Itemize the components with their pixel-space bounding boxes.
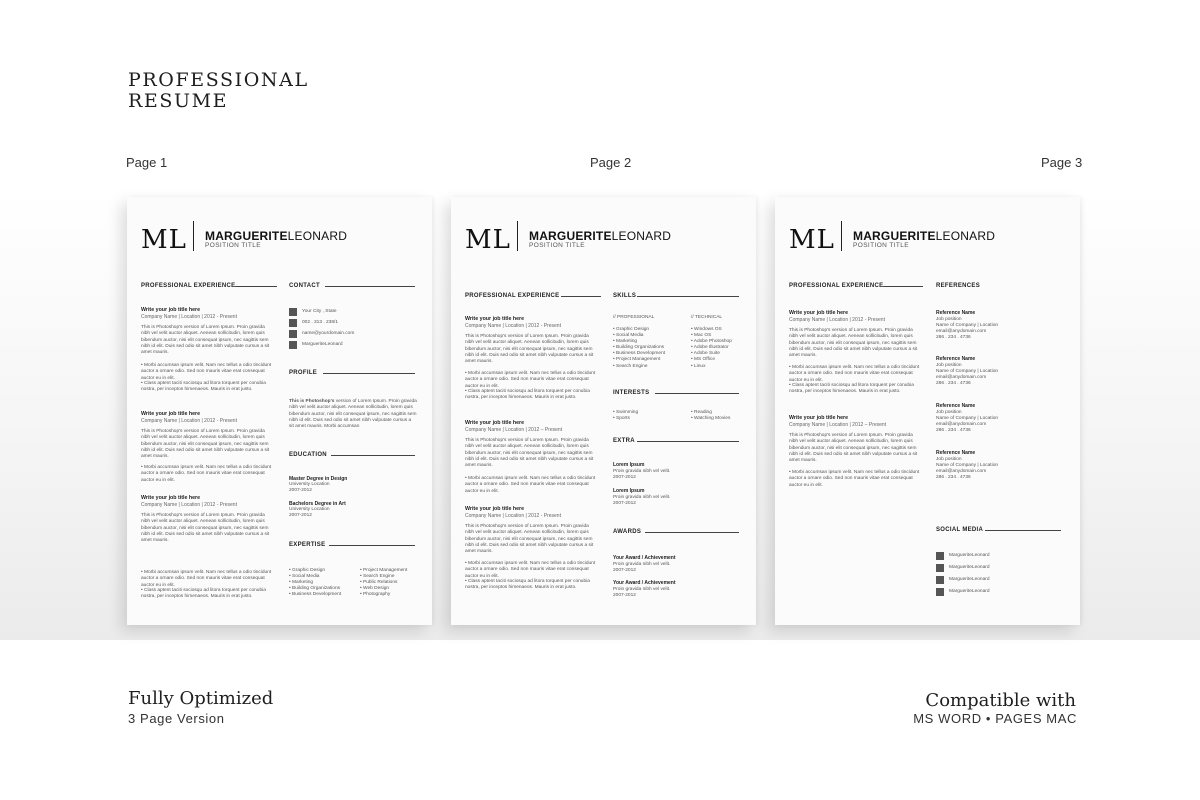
job-meta: Company Name | Location | 2012 - Present (141, 502, 237, 508)
email-icon (289, 330, 297, 338)
section-rule (561, 296, 601, 297)
instagram-icon (936, 564, 944, 572)
main-heading (128, 70, 309, 112)
award-text: Proin gravida nibh vel velit. (613, 562, 671, 567)
interests-list-2 (691, 410, 730, 422)
section-rule (883, 286, 923, 287)
last-name: LEONARD (611, 229, 672, 243)
reference-phone: 286 . 234 . 4736 (936, 335, 971, 340)
job-title: Write your job title here (465, 420, 525, 426)
list-item: • Adobe Illustrator (691, 345, 729, 351)
section-rule (645, 532, 739, 533)
list-item: • Social Media (289, 574, 320, 580)
section-contact: CONTACT (289, 283, 320, 289)
reference-name: Reference Name (936, 310, 976, 316)
position-title: POSITION TITLE (529, 242, 586, 249)
job-bullet: • Class aptent taciti sociosqu ad litora torquent per conubia nostra, per inceptos himenaeos. Mauris in erat justo. (465, 389, 590, 401)
twitter-icon (936, 576, 944, 584)
phone-icon (289, 319, 297, 327)
job-meta: Company Name | Location | 2012 – Present (465, 427, 563, 433)
reference-phone: 286 . 234 . 4736 (936, 428, 971, 433)
list-item: • Reading (691, 410, 712, 415)
job-bullet: • Morbi accumsan ipsum velit. Nam nec tellus a odio tincidunt auctor a ornare odio. Sed non mauris vitae erat consequat auctor eu in elit. (789, 470, 920, 488)
list-item: • Linux (691, 363, 706, 369)
expertise-list-1 (289, 568, 341, 598)
list-item: • Swimming (613, 410, 639, 415)
job-meta: Company Name | Location | 2012 – Present (789, 422, 887, 428)
list-item: • Watching Movies (691, 416, 731, 422)
list-item: • Project Management (360, 568, 408, 573)
section-skills: SKILLS (613, 293, 637, 299)
extra-years: 2007-2012 (613, 475, 636, 480)
page-1-label: Page 1 (126, 155, 168, 170)
linkedin-icon (289, 341, 297, 349)
footer-subtitle-right: MS WORD • PAGES MAC (913, 711, 1077, 726)
list-item: • Mac OS (691, 333, 712, 339)
resume-page-3 (775, 197, 1080, 625)
section-rule (331, 455, 415, 456)
contact-phone: 002 . 313 . 238/1 (302, 320, 339, 325)
section-experience: PROFESSIONAL EXPERIENCE (465, 293, 560, 299)
heading-line-2: RESUME (128, 90, 229, 112)
education-school: University Location (289, 482, 330, 487)
expertise-list-2 (360, 568, 407, 598)
list-item: • Project Management (613, 357, 661, 363)
section-rule (323, 373, 415, 374)
section-rule (637, 296, 739, 297)
footer-title-left: Fully Optimized (128, 688, 274, 709)
home-icon (289, 308, 297, 316)
first-name: MARGUERITE (529, 229, 612, 243)
list-item: • Windows OS (691, 327, 722, 332)
header-divider (193, 221, 194, 251)
reference-email: email@anydomain.com (936, 375, 987, 380)
job-description: This is Photoshop's version of Lorem Ipsum. Proin gravida nibh vel velit auctor aliquet. Aenean sollicitudin, lorem quis bibendum auctor, nisi elit consequat ipsum, nec sagittis sem nibh id elit. Duis sed odio sit amet nibh vulputate cursus a sit amet mauris. (789, 433, 918, 464)
education-years: 2007-2012 (289, 488, 312, 493)
section-experience: PROFESSIONAL EXPERIENCE (141, 283, 236, 289)
list-item: • Search Engine (360, 574, 395, 580)
footer-subtitle-left: 3 Page Version (128, 711, 225, 726)
extra-years: 2007-2012 (613, 501, 636, 506)
list-item: • Marketing (289, 580, 314, 586)
skills-heading-professional: // PROFESSIONAL (613, 315, 655, 320)
extra-text: Proin gravida nibh vel velit. (613, 469, 671, 474)
header-divider (517, 221, 518, 251)
heading-line-1: PROFESSIONAL (128, 69, 309, 91)
reference-position: Job position (936, 317, 962, 322)
job-bullet: • Morbi accumsan ipsum velit. Nam nec tellus a odio tincidunt auctor a ornare odio. Sed non mauris vitae erat consequat auctor eu in elit. (141, 465, 272, 483)
award-title: Your Award / Achievement (613, 555, 676, 561)
job-title: Write your job title here (789, 310, 849, 316)
profile-text (289, 399, 417, 430)
section-social-media: SOCIAL MEDIA (936, 527, 984, 533)
job-bullet: • Class aptent taciti sociosqu ad litora torquent per conubia nostra, per inceptos himenaeos. Mauris in erat justo. (141, 381, 266, 393)
section-education: EDUCATION (289, 452, 327, 458)
job-title: Write your job title here (789, 415, 849, 421)
section-rule (985, 530, 1061, 531)
section-extra: EXTRA (613, 438, 635, 444)
name (529, 229, 671, 243)
position-title: POSITION TITLE (853, 242, 910, 249)
position-title: POSITION TITLE (205, 242, 262, 249)
contact-email: name@yourdomain.com (302, 331, 355, 336)
job-bullet: • Class aptent taciti sociosqu ad litora torquent per conubia nostra, per inceptos himenaeos. Mauris in erat justo. (789, 383, 914, 395)
award-years: 2007-2012 (613, 568, 636, 573)
job-bullet: • Class aptent taciti sociosqu ad litora torquent per conubia nostra, per inceptos himenaeos. Mauris in erat justo. (465, 579, 590, 591)
resume-page-2 (451, 197, 756, 625)
section-rule (235, 286, 277, 287)
extra-text: Proin gravida nibh vel velit. (613, 495, 671, 500)
job-title: Write your job title here (141, 307, 201, 313)
list-item: • Graphic Design (613, 327, 650, 332)
section-expertise: EXPERTISE (289, 542, 326, 548)
section-experience: PROFESSIONAL EXPERIENCE (789, 283, 884, 289)
profile-body: version of Lorem Ipsum. Proin gravida nibh vel velit auctor aliquet. Aenean sollicitudin, lorem quis bibendum auctor, nisi elit consequat ipsum, nec sagittis sem nibh id elit. Duis sed odio sit amet nibh vulputate cursus a sit amet mauris. Morbi accumsan (289, 399, 417, 430)
section-rule (325, 286, 415, 287)
skills-technical-list (691, 327, 732, 370)
resume-page-1 (127, 197, 432, 625)
job-meta: Company Name | Location | 2012 - Present (789, 317, 885, 323)
job-description: This is Photoshop's version of Lorem Ipsum. Proin gravida nibh vel velit auctor aliquet. Aenean sollicitudin, lorem quis bibendum auctor, nisi elit consequat ipsum, nec sagittis sem nibh id elit. Duis sed odio sit amet nibh vulputate cursus a sit amet mauris. (141, 513, 270, 544)
job-title: Write your job title here (465, 316, 525, 322)
reference-phone: 286 . 234 . 4736 (936, 381, 971, 386)
skills-professional-list (613, 327, 665, 370)
section-profile: PROFILE (289, 370, 318, 376)
last-name: LEONARD (287, 229, 348, 243)
reference-name: Reference Name (936, 403, 976, 409)
extra-title: Lorem Ipsum (613, 488, 645, 494)
monogram: ML (789, 225, 835, 255)
job-description: This is Photoshop's version of Lorem Ipsum. Proin gravida nibh vel velit auctor aliquet. Aenean sollicitudin, lorem quis bibendum auctor, nisi elit consequat ipsum, nec sagittis sem nibh id elit. Duis sed odio sit amet nibh vulputate cursus a sit amet mauris. (465, 334, 594, 365)
job-bullet: • Morbi accumsan ipsum velit. Nam nec tellus a odio tincidunt auctor a ornare odio. Sed non mauris vitae erat consequat auctor eu in elit. (465, 476, 596, 494)
page-2-label: Page 2 (590, 155, 632, 170)
list-item: • Business Development (613, 351, 666, 357)
monogram: ML (141, 225, 187, 255)
page-3-label: Page 3 (1041, 155, 1083, 170)
reference-company: Name of Company | Location (936, 416, 999, 421)
reference-position: Job position (936, 410, 962, 415)
job-title: Write your job title here (465, 506, 525, 512)
section-references: REFERENCES (936, 283, 981, 289)
facebook-icon (936, 552, 944, 560)
reference-company: Name of Company | Location (936, 463, 999, 468)
award-years: 2007-2012 (613, 593, 636, 598)
contact-address: Your City , State (302, 309, 337, 314)
list-item: • Web Design (360, 586, 390, 592)
skype-icon (936, 588, 944, 596)
social-facebook: MargueriteLeonard (949, 553, 990, 558)
header-divider (841, 221, 842, 251)
list-item: • Building Organizations (613, 345, 665, 351)
name (853, 229, 995, 243)
job-meta: Company Name | Location | 2012 - Present (465, 323, 561, 329)
education-degree: Master Degree in Design (289, 476, 348, 482)
section-interests: INTERESTS (613, 390, 650, 396)
list-item: • Business Development (289, 592, 342, 598)
reference-name: Reference Name (936, 450, 976, 456)
list-item: • Adobe Suite (691, 351, 720, 357)
education-degree: Bachelors Degree in Art (289, 501, 346, 507)
first-name: MARGUERITE (853, 229, 936, 243)
skills-heading-technical: // TECHNICAL (691, 315, 723, 320)
list-item: • Public Relations (360, 580, 398, 586)
reference-email: email@anydomain.com (936, 422, 987, 427)
list-item: • Search Engine (613, 363, 648, 369)
profile-lead: This is Photoshop's (289, 399, 335, 404)
job-meta: Company Name | Location | 2012 - Present (465, 513, 561, 519)
first-name: MARGUERITE (205, 229, 288, 243)
reference-position: Job position (936, 363, 962, 368)
name (205, 229, 347, 243)
job-meta: Company Name | Location | 2012 - Present (141, 418, 237, 424)
job-bullet: • Morbi accumsan ipsum velit. Nam nec tellus a odio tincidunt auctor a ornare odio. Sed non mauris vitae erat consequat auctor eu in elit. (465, 371, 596, 389)
reference-company: Name of Company | Location (936, 369, 999, 374)
reference-email: email@anydomain.com (936, 329, 987, 334)
last-name: LEONARD (935, 229, 996, 243)
reference-position: Job position (936, 457, 962, 462)
job-title: Write your job title here (141, 495, 201, 501)
list-item: • MS Office (691, 357, 715, 363)
list-item: • Adobe Photoshop (691, 339, 732, 345)
job-bullet: • Morbi accumsan ipsum velit. Nam nec tellus a odio tincidunt auctor a ornare odio. Sed non mauris vitae erat consequat auctor eu in elit. (789, 365, 920, 383)
job-description: This is Photoshop's version of Lorem Ipsum. Proin gravida nibh vel velit auctor aliquet. Aenean sollicitudin, lorem quis bibendum auctor, nisi elit consequat ipsum, nec sagittis sem nibh id elit. Duis sed odio sit amet nibh vulputate cursus a sit amet mauris. (465, 438, 594, 469)
list-item: • Building Organizations (289, 586, 341, 592)
section-awards: AWARDS (613, 529, 642, 535)
social-skype: MargueriteLeonard (949, 589, 990, 594)
extra-title: Lorem Ipsum (613, 462, 645, 468)
job-description: This is Photoshop's version of Lorem Ipsum. Proin gravida nibh vel velit auctor aliquet. Aenean sollicitudin, lorem quis bibendum auctor, nisi elit consequat ipsum, nec sagittis sem nibh id elit. Duis sed odio sit amet nibh vulputate cursus a sit amet mauris. (789, 328, 918, 359)
section-rule (655, 393, 739, 394)
footer-title-right: Compatible with (925, 690, 1076, 711)
list-item: • Social Media (613, 333, 644, 339)
social-twitter: MargueriteLeonard (949, 577, 990, 582)
monogram: ML (465, 225, 511, 255)
contact-linkedin: MargueriteLeonard (302, 342, 343, 347)
section-rule (637, 441, 739, 442)
job-description: This is Photoshop's version of Lorem Ipsum. Proin gravida nibh vel velit auctor aliquet. Aenean sollicitudin, lorem quis bibendum auctor, nisi elit consequat ipsum, nec sagittis sem nibh id elit. Duis sed odio sit amet nibh vulputate cursus a sit amet mauris. (141, 325, 270, 356)
job-title: Write your job title here (141, 411, 201, 417)
job-description: This is Photoshop's version of Lorem Ipsum. Proin gravida nibh vel velit auctor aliquet. Aenean sollicitudin, lorem quis bibendum auctor, nisi elit consequat ipsum, nec sagittis sem nibh id elit. Duis sed odio sit amet nibh vulputate cursus a sit amet mauris. (141, 429, 270, 460)
job-bullet: • Morbi accumsan ipsum velit. Nam nec tellus a odio tincidunt auctor a ornare odio. Sed non mauris vitae erat consequat auctor eu in elit. (141, 570, 272, 588)
section-rule (329, 545, 415, 546)
list-item: • Sports (613, 416, 630, 422)
job-bullet: • Morbi accumsan ipsum velit. Nam nec tellus a odio tincidunt auctor a ornare odio. Sed non mauris vitae erat consequat auctor eu in elit. (465, 561, 596, 579)
list-item: • Graphic Design (289, 568, 326, 573)
job-description: This is Photoshop's version of Lorem Ipsum. Proin gravida nibh vel velit auctor aliquet. Aenean sollicitudin, lorem quis bibendum auctor, nisi elit consequat ipsum, nec sagittis sem nibh id elit. Duis sed odio sit amet nibh vulputate cursus a sit amet mauris. (465, 524, 594, 555)
award-title: Your Award / Achievement (613, 580, 676, 586)
reference-company: Name of Company | Location (936, 323, 999, 328)
job-bullet: • Morbi accumsan ipsum velit. Nam nec tellus a odio tincidunt auctor a ornare odio. Sed non mauris vitae erat consequat auctor eu in elit. (141, 363, 272, 381)
education-school: University Location (289, 507, 330, 512)
reference-phone: 286 . 234 . 4736 (936, 475, 971, 480)
job-bullet: • Class aptent taciti sociosqu ad litora torquent per conubia nostra, per inceptos himenaeos. Mauris in erat justo. (141, 588, 266, 600)
education-years: 2007-2012 (289, 513, 312, 518)
interests-list-1 (613, 410, 638, 422)
reference-name: Reference Name (936, 356, 976, 362)
award-text: Proin gravida nibh vel velit. (613, 587, 671, 592)
job-meta: Company Name | Location | 2012 - Present (141, 314, 237, 320)
reference-email: email@anydomain.com (936, 469, 987, 474)
list-item: • Photography (360, 592, 391, 598)
list-item: • Marketing (613, 339, 638, 345)
social-instagram: MargueriteLeonard (949, 565, 990, 570)
